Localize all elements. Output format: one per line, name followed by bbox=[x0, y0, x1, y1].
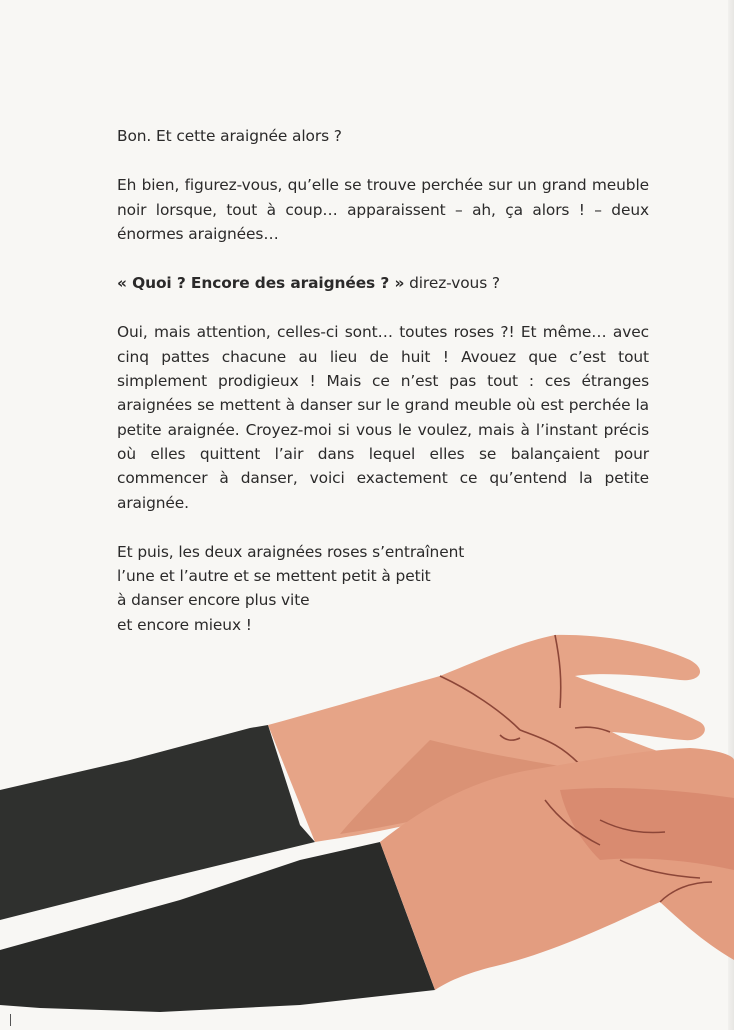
paragraph-4: Oui, mais attention, celles-ci sont… toutes roses ?! Et même… avec cinq pattes chacune au lieu de huit ! Avouez que c’est tout simplement prodigieux ! Mais ce n’est pas tout : ces étranges araignées se mettent à danser sur le grand meuble où est perchée la petite araignée. Croyez-moi si vous le voulez, mais à l’instant précis où elles quittent l’air dans lequel elles se balançaient pour commencer à danser, voici exactement ce qu’entend la petite araignée. bbox=[117, 323, 649, 512]
paragraph-3 bbox=[117, 271, 649, 295]
verse-line-2: l’une et l’autre et se mettent petit à petit bbox=[117, 567, 431, 586]
story-text bbox=[117, 124, 649, 662]
paragraph-1: Bon. Et cette araignée alors ? bbox=[117, 127, 342, 145]
verse-line-1: Et puis, les deux araignées roses s’entraînent bbox=[117, 542, 465, 561]
hands-illustration bbox=[0, 620, 734, 1030]
page-mark bbox=[10, 1014, 11, 1026]
verse-line-3: à danser encore plus vite bbox=[117, 591, 310, 610]
verse-line-4: et encore mieux ! bbox=[117, 615, 252, 634]
exclamation-bold: « Quoi ? Encore des araignées ? » bbox=[117, 274, 405, 293]
exclamation-rest: direz-vous ? bbox=[404, 274, 500, 293]
paragraph-2: Eh bien, figurez-vous, qu’elle se trouve perchée sur un grand meuble noir lorsque, tout à coup… apparaissent – ah, ça alors ! – deux énormes araignées… bbox=[117, 176, 649, 243]
